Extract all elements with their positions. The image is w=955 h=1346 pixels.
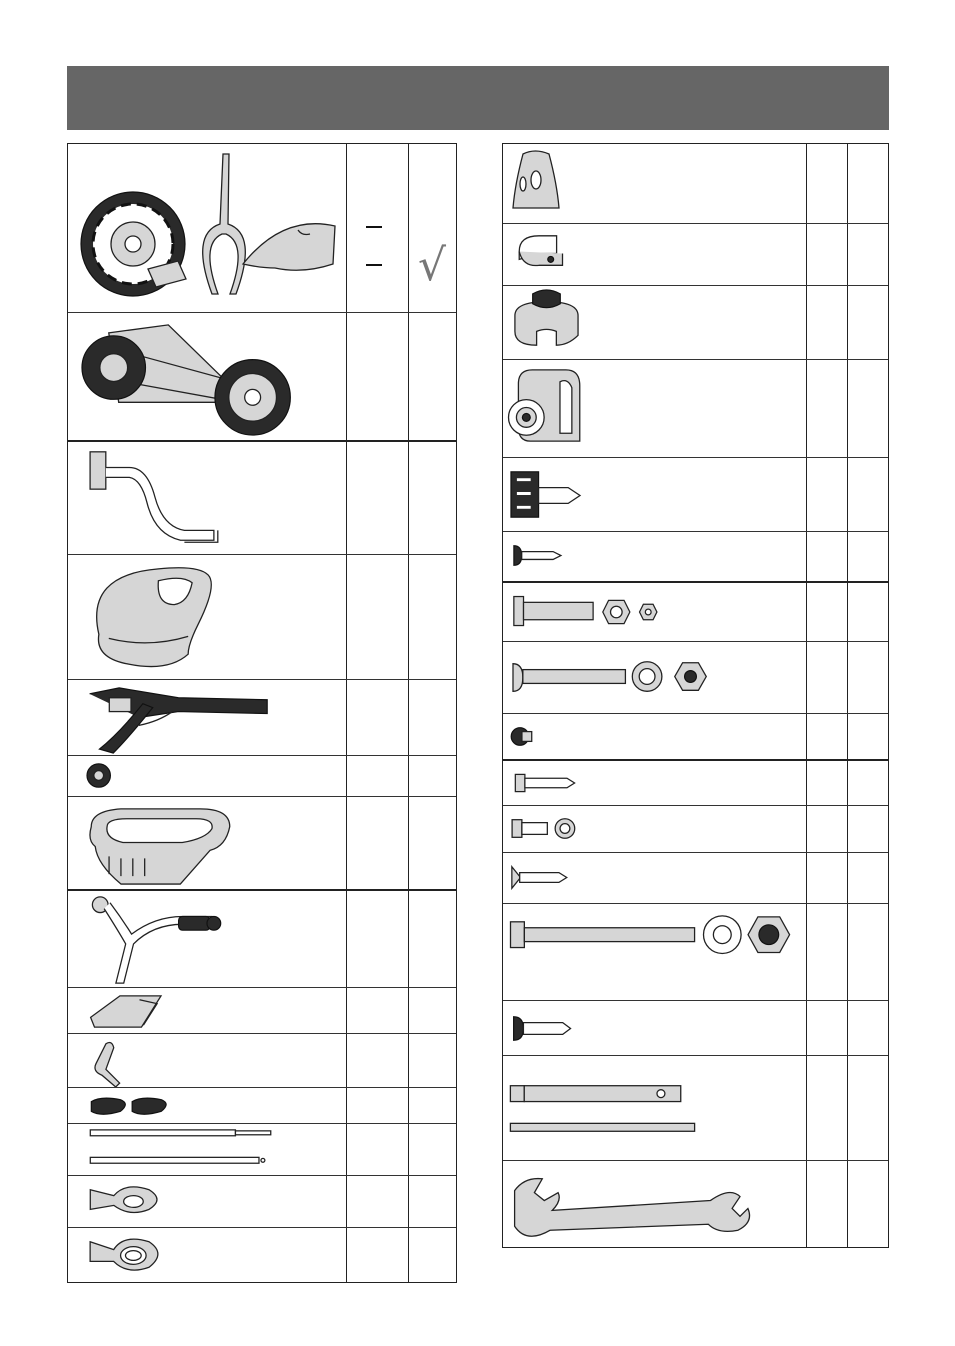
push-handle-knob-illustration	[68, 1034, 346, 1087]
table-row	[503, 285, 888, 359]
safety-belt-illustration	[68, 680, 346, 755]
table-row	[503, 144, 888, 223]
push-rods-illustration	[68, 1124, 346, 1175]
table-row	[68, 312, 456, 440]
lock-ring-bracket-illustration	[68, 1228, 346, 1283]
check-mark: √	[418, 240, 447, 291]
foot-rest-illustration	[68, 988, 346, 1033]
table-row	[503, 713, 888, 759]
seat-illustration	[68, 555, 346, 679]
table-row	[503, 903, 888, 1000]
quantity-mark	[366, 226, 382, 228]
wrench-illustration	[503, 1161, 806, 1248]
table-row	[68, 1033, 456, 1087]
table-row	[68, 889, 456, 987]
table-row	[68, 679, 456, 755]
parts-table-right	[502, 143, 889, 1248]
thumb-screw-illustration	[503, 458, 806, 531]
axle-bolt-washer-nut-illustration	[503, 904, 806, 1000]
push-handle-illustration	[68, 891, 346, 987]
front-wheel-fork-fender-illustration	[68, 144, 346, 312]
small-wheel-cap-illustration	[68, 756, 346, 796]
table-row	[503, 1160, 888, 1248]
pedal-covers-illustration	[68, 1088, 346, 1123]
quantity-mark	[366, 264, 382, 266]
short-bolt-washer-illustration	[503, 806, 806, 852]
handlebar-stem-illustration	[68, 442, 346, 554]
collar-clip-illustration	[503, 286, 806, 359]
table-row	[68, 554, 456, 679]
table-row	[503, 1055, 888, 1160]
table-row	[503, 805, 888, 852]
table-row	[68, 755, 456, 796]
mounting-bracket-illustration	[68, 1176, 346, 1227]
table-row	[68, 1175, 456, 1227]
table-row	[68, 144, 456, 312]
table-row	[503, 223, 888, 285]
table-row	[503, 457, 888, 531]
hex-screw-illustration	[503, 761, 806, 805]
pan-head-screw-illustration	[503, 532, 806, 581]
table-row	[503, 641, 888, 713]
self-tapping-screw-illustration	[503, 1001, 806, 1055]
long-bolt-washer-nut-illustration	[503, 642, 806, 713]
table-row	[68, 1123, 456, 1175]
table-row	[503, 759, 888, 805]
knob-cap-illustration	[503, 144, 806, 223]
table-row	[503, 1000, 888, 1055]
table-row	[68, 440, 456, 554]
quantity-cell	[346, 144, 408, 312]
wheel-lock-block-illustration	[503, 360, 806, 457]
table-row	[503, 359, 888, 457]
table-row	[503, 531, 888, 581]
axle-pin-rod-illustration	[503, 1056, 806, 1160]
table-row	[68, 987, 456, 1033]
tube-clamp-illustration	[503, 224, 806, 285]
table-row	[68, 796, 456, 889]
carriage-bolt-washer-nut-illustration	[503, 583, 806, 641]
small-screw-illustration	[503, 714, 806, 759]
countersunk-screw-illustration	[503, 853, 806, 903]
check-cell	[408, 144, 458, 312]
table-row	[503, 852, 888, 903]
table-row	[503, 581, 888, 641]
parts-table-left	[67, 143, 457, 1283]
table-row	[68, 1087, 456, 1123]
rear-basket-illustration	[68, 797, 346, 889]
table-row	[68, 1227, 456, 1283]
header-banner	[67, 66, 889, 130]
rear-frame-axle-illustration	[68, 313, 346, 440]
